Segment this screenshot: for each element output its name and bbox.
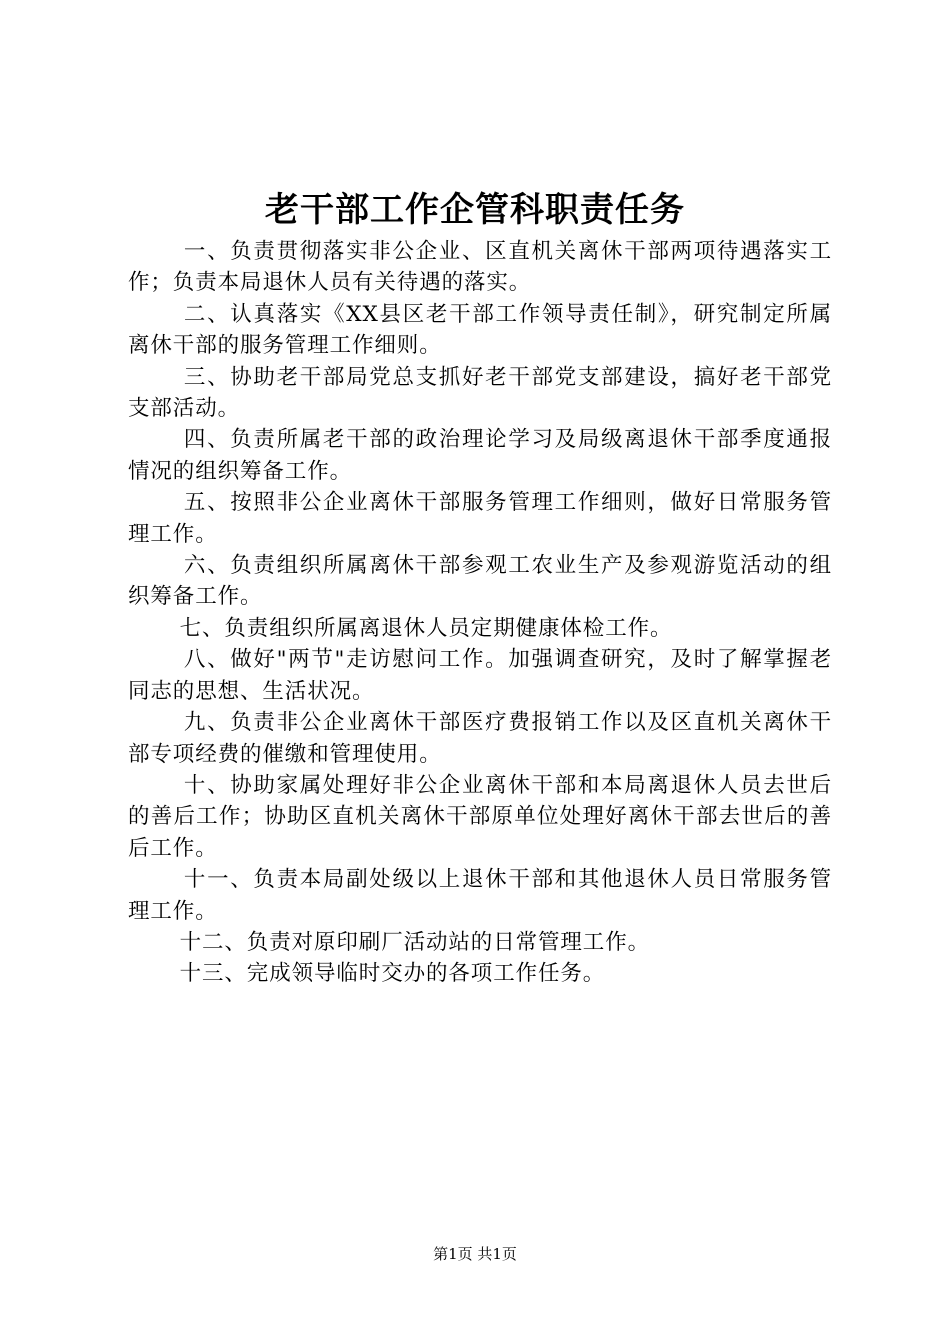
document-body	[128, 236, 832, 990]
paragraph-2: 二、认真落实《XX县区老干部工作领导责任制》，研究制定所属离休干部的服务管理工作细则。	[128, 301, 832, 359]
paragraph-9: 九、负责非公企业离休干部医疗费报销工作以及区直机关离休干部专项经费的催缴和管理使用。	[128, 710, 832, 767]
paragraph-6: 六、负责组织所属离休干部参观工农业生产及参观游览活动的组织筹备工作。	[128, 553, 832, 610]
paragraph-1: 一、负责贯彻落实非公企业、区直机关离休干部两项待遇落实工作；负责本局退休人员有关待遇的落实。	[128, 239, 832, 296]
paragraph-10: 十、协助家属处理好非公企业离休干部和本局离退休人员去世后的善后工作；协助区直机关离休干部原单位处理好离休干部去世后的善后工作。	[128, 772, 832, 861]
page-footer: 第1页 共1页	[433, 1245, 517, 1263]
paragraph-8: 八、做好"两节"走访慰问工作。加强调查研究，及时了解掌握老同志的思想、生活状况。	[128, 647, 832, 704]
paragraph-5: 五、按照非公企业离休干部服务管理工作细则，做好日常服务管理工作。	[128, 490, 832, 547]
paragraph-3: 三、协助老干部局党总支抓好老干部党支部建设，搞好老干部党支部活动。	[128, 364, 832, 422]
paragraph-4: 四、负责所属老干部的政治理论学习及局级离退休干部季度通报情况的组织筹备工作。	[128, 427, 832, 484]
paragraph-12: 十二、负责对原印刷厂活动站的日常管理工作。	[179, 929, 650, 955]
paragraph-13: 十三、完成领导临时交办的各项工作任务。	[179, 961, 606, 987]
paragraph-7: 七、负责组织所属离退休人员定期健康体检工作。	[179, 615, 673, 641]
document-title: 老干部工作企管科职责任务	[265, 190, 685, 230]
paragraph-11: 十一、负责本局副处级以上退休干部和其他退休人员日常服务管理工作。	[128, 867, 832, 924]
